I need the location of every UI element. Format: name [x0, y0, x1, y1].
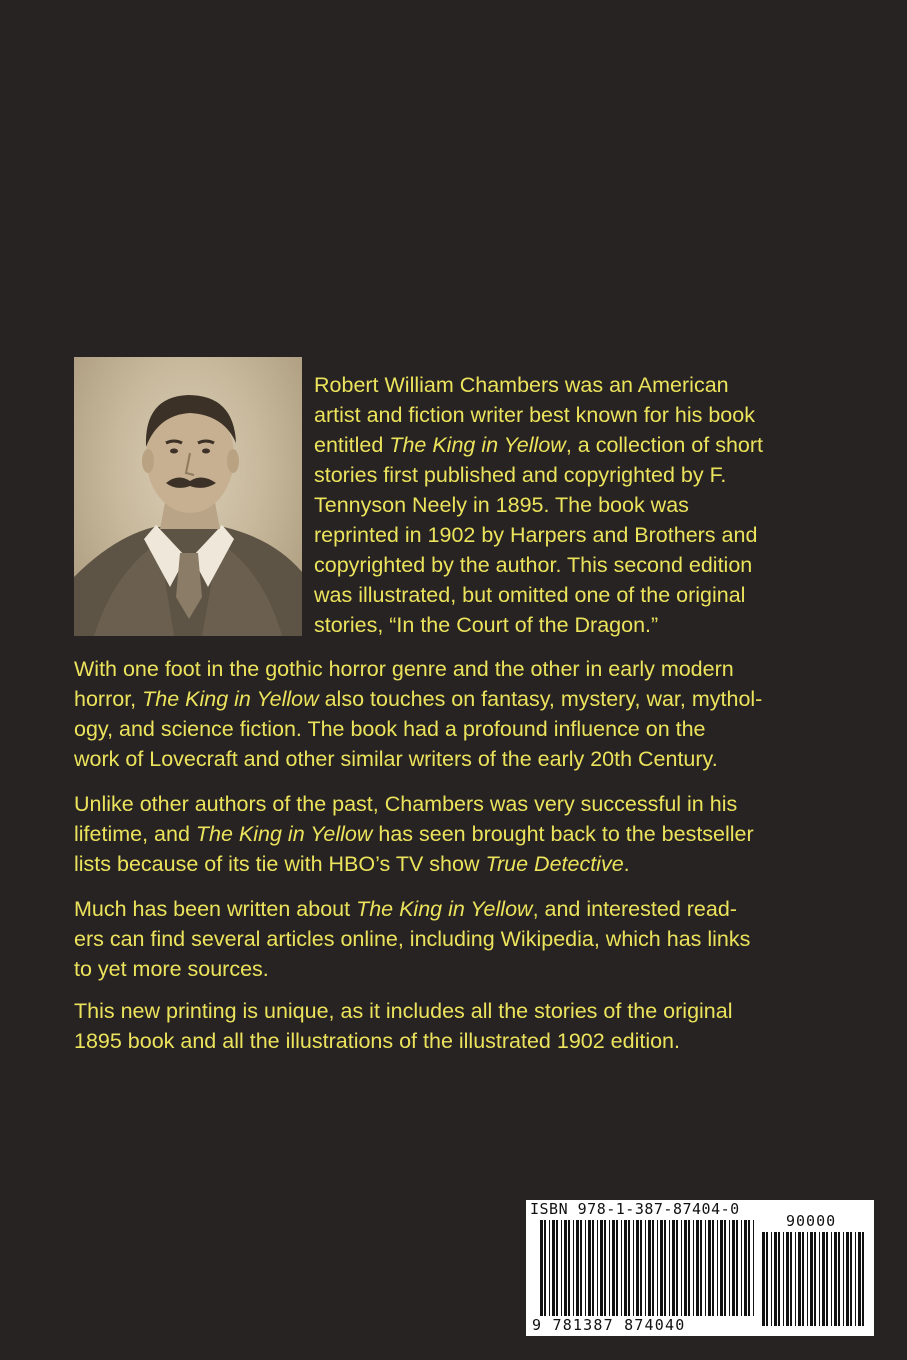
barcode-bar — [592, 1220, 594, 1316]
barcode-bar — [676, 1220, 678, 1316]
barcode-bar — [834, 1232, 837, 1326]
barcode-bar — [795, 1232, 796, 1326]
book-title: The King in Yellow — [195, 822, 373, 846]
barcode-bar — [717, 1220, 718, 1316]
barcode-bar — [633, 1220, 634, 1316]
text-line: ers can find several articles online, including Wikipedia, which has links — [74, 927, 751, 951]
barcode-bar — [588, 1220, 591, 1316]
barcode-bar — [802, 1232, 804, 1326]
barcode-bar — [688, 1220, 690, 1316]
barcode-bar — [819, 1232, 820, 1326]
barcode-bar — [822, 1232, 825, 1326]
barcode-bar — [573, 1220, 574, 1316]
price-code: 90000 — [786, 1212, 837, 1230]
barcode-bar — [762, 1232, 765, 1326]
barcode-bar — [576, 1220, 579, 1316]
barcode-bar — [669, 1220, 670, 1316]
barcode-bar — [843, 1232, 844, 1326]
show-title: True Detective — [485, 852, 624, 876]
text-line: to yet more sources. — [74, 957, 269, 981]
text-line: artist and fiction writer best known for his book — [314, 403, 755, 427]
barcode-bar — [736, 1220, 738, 1316]
barcode-bar — [549, 1220, 550, 1316]
barcode-bar — [652, 1220, 654, 1316]
barcode-bar — [568, 1220, 570, 1316]
barcode-bar — [660, 1220, 663, 1316]
barcode-bar — [732, 1220, 735, 1316]
barcode-bar — [561, 1220, 562, 1316]
barcode-bar — [684, 1220, 687, 1316]
text-line: With one foot in the gothic horror genre and the other in early modern — [74, 657, 734, 681]
barcode-bar — [826, 1232, 828, 1326]
barcode-bar — [693, 1220, 694, 1316]
barcode-bar — [814, 1232, 816, 1326]
barcode-bar — [744, 1220, 747, 1316]
barcode-bar — [609, 1220, 610, 1316]
barcode-bar — [807, 1232, 808, 1326]
book-title: The King in Yellow — [389, 433, 566, 457]
barcode-bar — [810, 1232, 813, 1326]
text-line: stories, “In the Court of the Dragon.” — [314, 613, 659, 637]
barcode-bar — [774, 1232, 777, 1326]
barcode-bar — [790, 1232, 792, 1326]
barcode-bar — [564, 1220, 567, 1316]
barcode-bar — [831, 1232, 832, 1326]
text-line: reprinted in 1902 by Harpers and Brothers and — [314, 523, 758, 547]
barcode-bar — [628, 1220, 630, 1316]
isbn-label: ISBN 978-1-387-87404-0 — [530, 1200, 740, 1218]
text-line: lifetime, and The King in Yellow has seen brought back to the bestseller — [74, 822, 754, 846]
barcode-bar — [580, 1220, 582, 1316]
barcode-bar — [648, 1220, 651, 1316]
barcode-bar — [624, 1220, 627, 1316]
barcode-bar — [766, 1232, 768, 1326]
ean-digits: 9 781387 874040 — [532, 1316, 686, 1334]
barcode-bar — [741, 1220, 742, 1316]
barcode-bar — [771, 1232, 772, 1326]
barcode-bar — [597, 1220, 598, 1316]
barcode-bar — [729, 1220, 730, 1316]
barcode-bar — [540, 1220, 543, 1316]
barcode-bar — [621, 1220, 622, 1316]
text-line: work of Lovecraft and other similar writers of the early 20th Century. — [74, 747, 718, 771]
barcode-bar — [645, 1220, 646, 1316]
book-title: The King in Yellow — [356, 897, 533, 921]
barcode-bar — [753, 1220, 754, 1316]
text-line: horror, The King in Yellow also touches on fantasy, mystery, war, mythol- — [74, 687, 763, 711]
barcode-bar — [720, 1220, 723, 1316]
barcode-bar — [696, 1220, 699, 1316]
barcode-bar — [664, 1220, 666, 1316]
barcode-bar — [712, 1220, 714, 1316]
barcode-bar — [604, 1220, 606, 1316]
text-line: was illustrated, but omitted one of the original — [314, 583, 746, 607]
text-line: Tennyson Neely in 1895. The book was — [314, 493, 689, 517]
barcode-bar — [838, 1232, 840, 1326]
text-line: stories first published and copyrighted by F. — [314, 463, 727, 487]
text-line: This new printing is unique, as it includes all the stories of the original — [74, 999, 733, 1023]
barcode-bar — [705, 1220, 706, 1316]
barcode-bar — [672, 1220, 675, 1316]
barcode-bar — [846, 1232, 849, 1326]
text-line: lists because of its tie with HBO’s TV show True Detective. — [74, 852, 630, 876]
barcode-bar — [708, 1220, 711, 1316]
paragraph-edition — [74, 996, 834, 1056]
text-line: ogy, and science fiction. The book had a profound influence on the — [74, 717, 706, 741]
book-title: The King in Yellow — [142, 687, 319, 711]
barcode-bar — [724, 1220, 726, 1316]
text-line: Robert William Chambers was an American — [314, 373, 729, 397]
barcode-bar — [855, 1232, 856, 1326]
barcode-bar — [786, 1232, 789, 1326]
barcode-bar — [798, 1232, 801, 1326]
barcode-bar — [858, 1232, 861, 1326]
barcode-bar — [600, 1220, 603, 1316]
paragraph-sources — [74, 894, 834, 984]
barcode-bar — [783, 1232, 784, 1326]
barcode-bar — [616, 1220, 618, 1316]
barcode-bar — [556, 1220, 558, 1316]
text-line: copyrighted by the author. This second edition — [314, 553, 753, 577]
barcode-bar — [778, 1232, 780, 1326]
text-line: Much has been written about The King in Yellow, and interested read- — [74, 897, 737, 921]
text-line: 1895 book and all the illustrations of the illustrated 1902 edition. — [74, 1029, 680, 1053]
paragraph-intro — [314, 370, 814, 640]
author-portrait — [74, 357, 302, 636]
barcode-bar — [612, 1220, 615, 1316]
barcode-bar — [636, 1220, 639, 1316]
paragraph-genre — [74, 654, 834, 774]
isbn-barcode — [526, 1200, 874, 1336]
barcode-bar — [552, 1220, 555, 1316]
barcode-bar — [544, 1220, 546, 1316]
barcode-bar — [862, 1232, 864, 1326]
barcode-bar — [657, 1220, 658, 1316]
barcode-bar — [681, 1220, 682, 1316]
text-line: entitled The King in Yellow, a collection of short — [314, 433, 763, 457]
barcode-bar — [700, 1220, 702, 1316]
barcode-bar — [748, 1220, 750, 1316]
barcode-bar — [850, 1232, 852, 1326]
text-line: Unlike other authors of the past, Chambers was very successful in his — [74, 792, 738, 816]
barcode-bar — [585, 1220, 586, 1316]
paragraph-success — [74, 789, 834, 879]
barcode-bar — [640, 1220, 642, 1316]
